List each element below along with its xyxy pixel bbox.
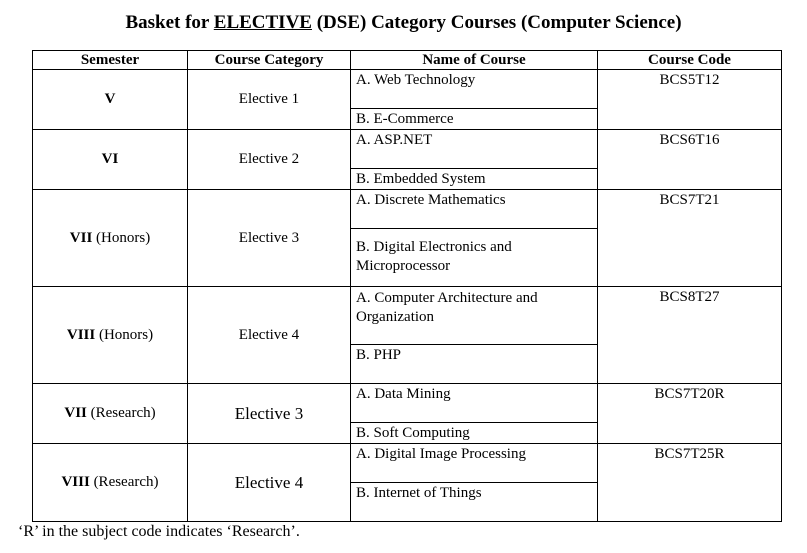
course-code-cell: BCS5T12 — [598, 70, 782, 130]
semester-cell: VIII (Research) — [33, 444, 188, 522]
category-cell: Elective 1 — [188, 70, 351, 130]
elective-course-table — [32, 50, 782, 522]
course-code-cell: BCS7T21 — [598, 190, 782, 287]
table-row — [33, 130, 782, 169]
semester-cell: VII (Research) — [33, 384, 188, 444]
header-semester: Semester — [33, 51, 188, 70]
course-a-cell: A. Discrete Mathematics — [351, 190, 598, 229]
footnote: ‘R’ in the subject code indicates ‘Research’. — [18, 523, 300, 540]
page-title — [0, 12, 807, 34]
course-b-cell: B. Internet of Things — [351, 483, 598, 522]
course-a-cell: A. Digital Image Processing — [351, 444, 598, 483]
table-row — [33, 444, 782, 483]
category-cell: Elective 4 — [188, 287, 351, 384]
course-code-cell: BCS7T25R — [598, 444, 782, 522]
category-cell: Elective 3 — [188, 190, 351, 287]
title-underlined: ELECTIVE — [213, 12, 312, 33]
category-cell: Elective 4 — [188, 444, 351, 522]
title-suffix: (DSE) Category Courses (Computer Science) — [311, 12, 682, 33]
course-b-cell: B. Embedded System — [351, 169, 598, 190]
table-row — [33, 384, 782, 423]
table-row — [33, 287, 782, 345]
course-b-cell: B. E-Commerce — [351, 109, 598, 130]
course-a-cell: A. Data Mining — [351, 384, 598, 423]
semester-cell: VIII (Honors) — [33, 287, 188, 384]
category-cell: Elective 3 — [188, 384, 351, 444]
semester-cell: VI — [33, 130, 188, 190]
semester-cell: V — [33, 70, 188, 130]
course-code-cell: BCS6T16 — [598, 130, 782, 190]
semester-cell: VII (Honors) — [33, 190, 188, 287]
table-row — [33, 190, 782, 229]
title-prefix: Basket for — [125, 12, 214, 33]
course-code-cell: BCS7T20R — [598, 384, 782, 444]
course-b-cell: B. Digital Electronics and Microprocessor — [351, 229, 598, 287]
header-category: Course Category — [188, 51, 351, 70]
course-a-cell: A. Web Technology — [351, 70, 598, 109]
table-row — [33, 70, 782, 109]
course-code-cell: BCS8T27 — [598, 287, 782, 384]
table-header-row — [33, 51, 782, 70]
course-a-cell: A. ASP.NET — [351, 130, 598, 169]
course-b-cell: B. Soft Computing — [351, 423, 598, 444]
header-course: Name of Course — [351, 51, 598, 70]
header-code: Course Code — [598, 51, 782, 70]
category-cell: Elective 2 — [188, 130, 351, 190]
course-a-cell: A. Computer Architecture and Organization — [351, 287, 598, 345]
course-b-cell: B. PHP — [351, 345, 598, 384]
